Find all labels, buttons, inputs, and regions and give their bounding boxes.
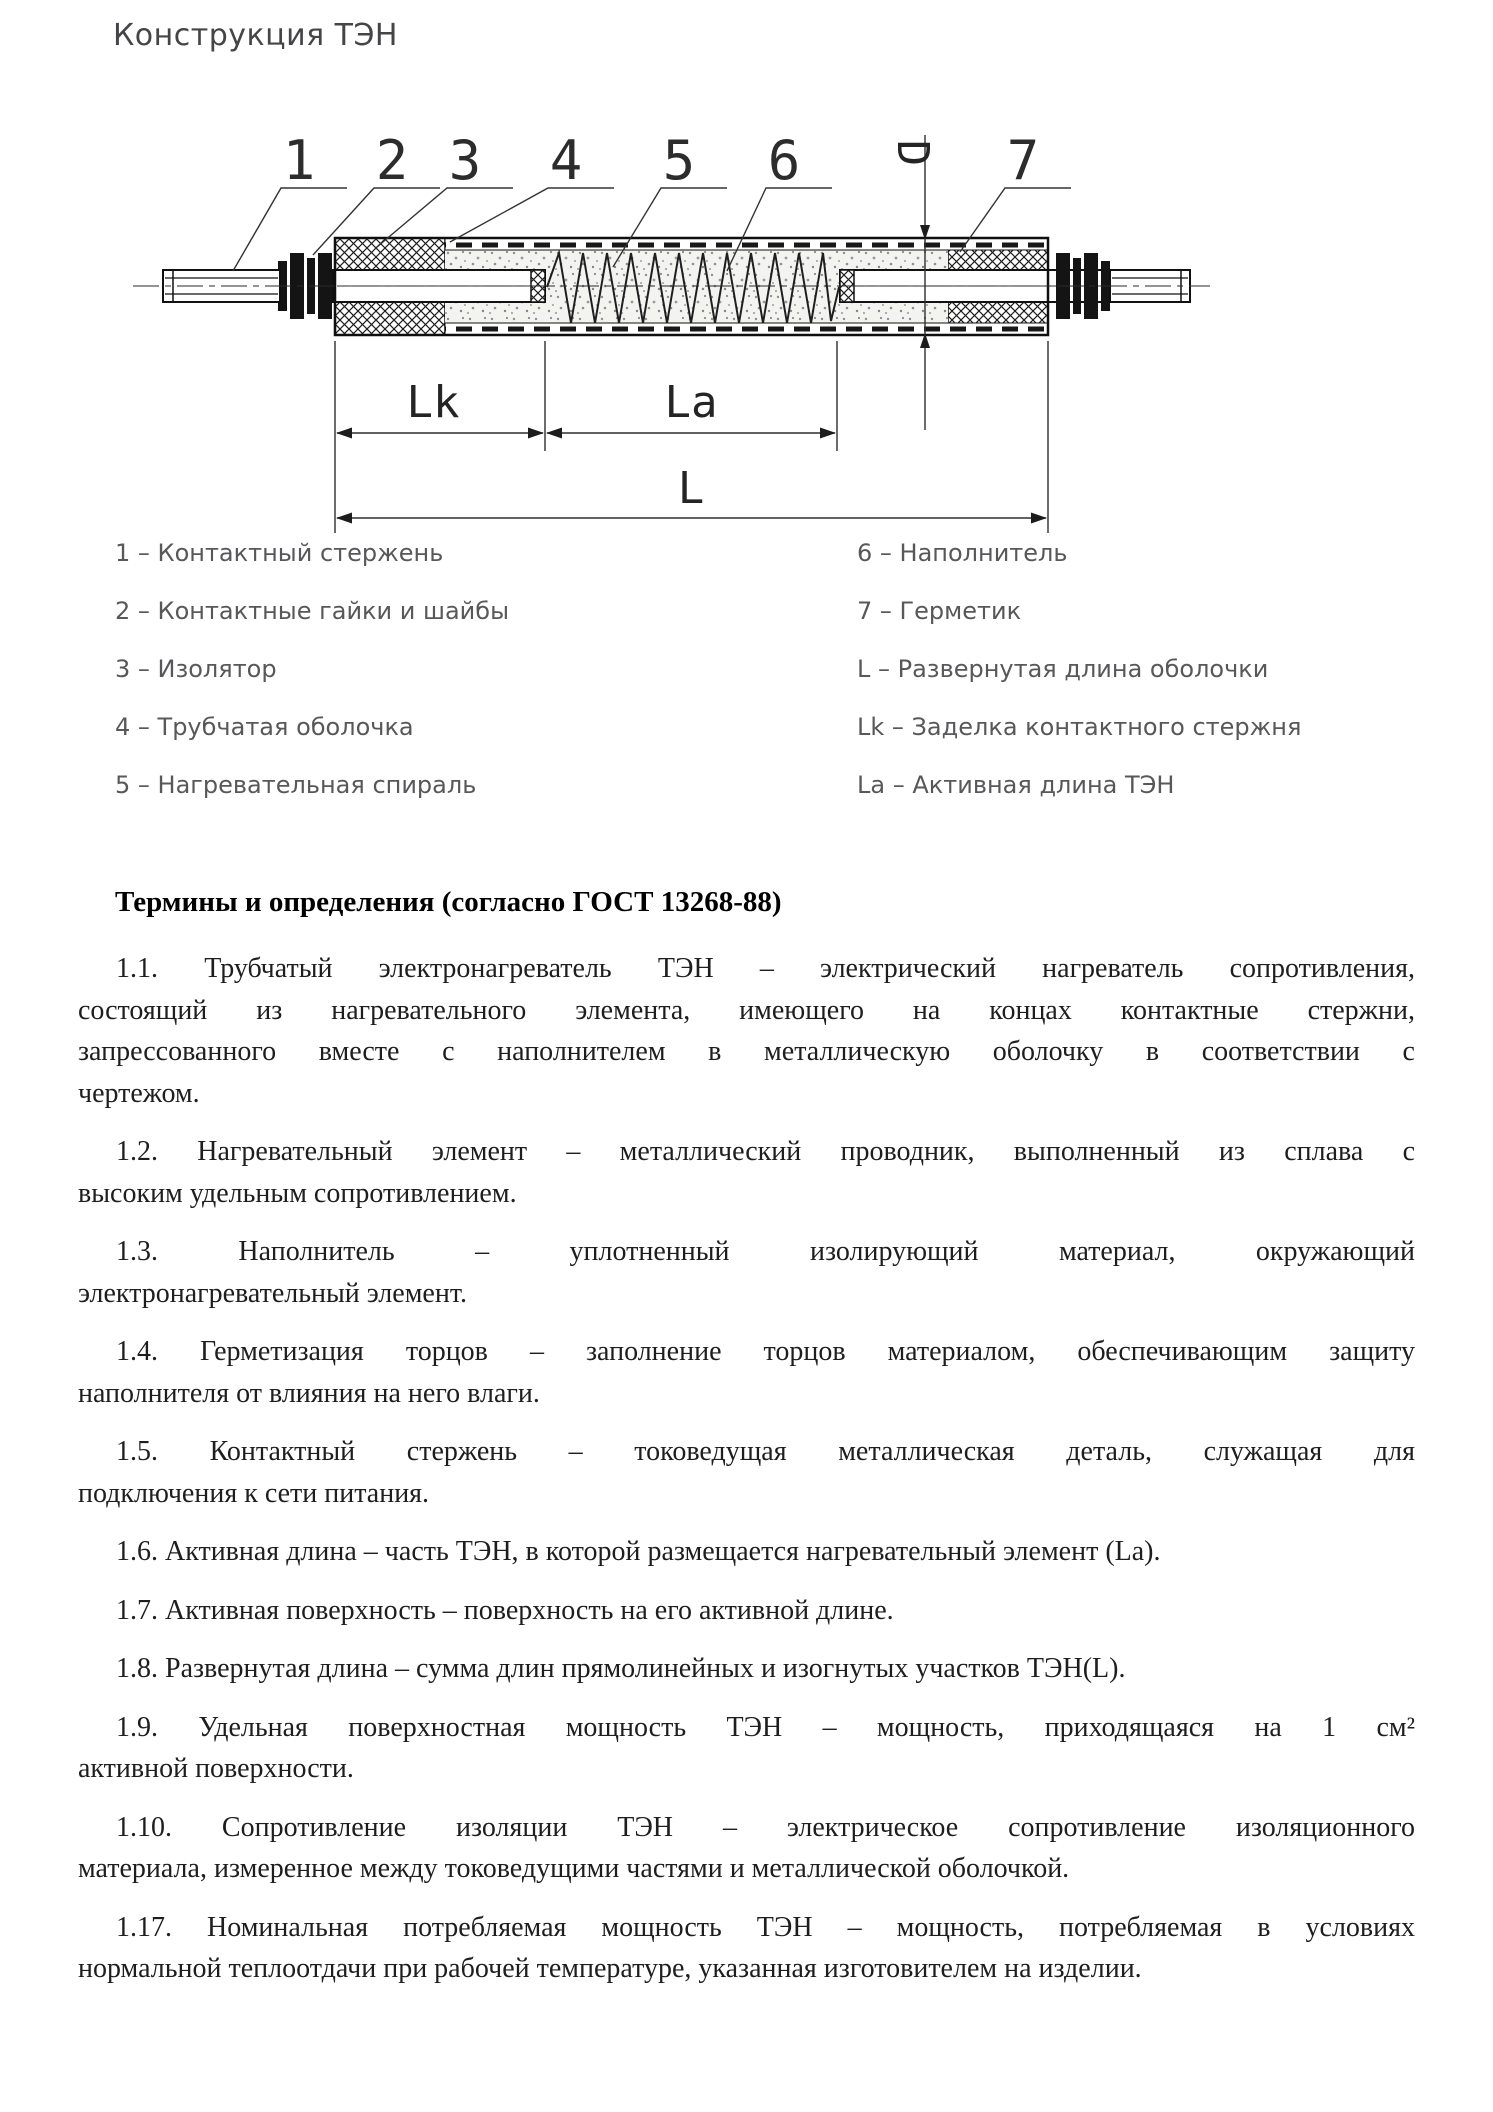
legend-item-6: 6 – Наполнитель [857, 539, 1068, 567]
term-line: 1.10. Сопротивление изоляции ТЭН – электрическое сопротивление изоляционного [116, 1811, 1415, 1843]
legend-item-3: 3 – Изолятор [115, 655, 277, 683]
callout-6: 6 [767, 129, 801, 192]
term-paragraph-1-1 [78, 948, 1415, 1114]
legend-item-7: 7 – Герметик [857, 597, 1022, 625]
legend-item-Lk: Lk – Заделка контактного стержня [857, 713, 1302, 741]
term-line: 1.4. Герметизация торцов – заполнение торцов материалом, обеспечивающим защиту [116, 1336, 1415, 1367]
term-line: 1.6. Активная длина – часть ТЭН, в которой размещается нагревательный элемент (La). [116, 1536, 1161, 1567]
dim-label-d: D [887, 139, 938, 167]
legend-item-L: L – Развернутая длина оболочки [857, 655, 1269, 683]
term-line: 1.8. Развернутая длина – сумма длин прямолинейных и изогнутых участков ТЭН(L). [116, 1653, 1126, 1684]
term-paragraph-1-9 [78, 1707, 1415, 1790]
terms-heading: Термины и определения (согласно ГОСТ 13268-88) [115, 886, 782, 918]
callout-2: 2 [375, 129, 409, 192]
term-line: 1.17. Номинальная потребляемая мощность ТЭН – мощность, потребляемая в условиях [116, 1911, 1415, 1943]
term-line: запрессованного вместе с наполнителем в металлическую оболочку в соответствии с [78, 1036, 1415, 1067]
term-line: высоким удельным сопротивлением. [78, 1177, 517, 1209]
legend-right-column [857, 524, 1301, 814]
legend-item-La: La – Активная длина ТЭН [857, 771, 1175, 799]
term-paragraph-1-4 [78, 1331, 1415, 1414]
term-line: чертежом. [78, 1077, 200, 1109]
tube-wall-bottom [445, 323, 1048, 335]
term-line: 1.3. Наполнитель – уплотненный изолирующий материал, окружающий [116, 1236, 1415, 1267]
callout-3: 3 [448, 129, 482, 192]
terms-body [78, 948, 1415, 2007]
term-paragraph-1-7 [78, 1590, 1415, 1632]
term-paragraph-1-17 [78, 1907, 1415, 1990]
legend-item-4: 4 – Трубчатая оболочка [115, 713, 414, 741]
term-line: активной поверхности. [78, 1753, 354, 1784]
dim-label-l: L [677, 463, 705, 514]
term-line: 1.2. Нагревательный элемент – металлический проводник, выполненный из сплава с [116, 1136, 1415, 1167]
page-title: Конструкция ТЭН [113, 18, 398, 53]
ten-drawing [115, 95, 1235, 555]
term-line: 1.7. Активная поверхность – поверхность на его активной длине. [116, 1594, 894, 1626]
callout-7: 7 [1006, 129, 1040, 192]
term-line: 1.1. Трубчатый электронагреватель ТЭН – электрический нагреватель сопротивления, [116, 953, 1415, 984]
term-paragraph-1-3 [78, 1231, 1415, 1314]
legend-item-5: 5 – Нагревательная спираль [115, 771, 477, 799]
term-paragraph-1-2 [78, 1131, 1415, 1214]
term-line: материала, измеренное между токоведущими частями и металлической оболочкой. [78, 1853, 1070, 1884]
tube-wall-top [445, 238, 1048, 250]
dim-label-lk: Lk [406, 377, 460, 428]
callout-5: 5 [662, 129, 696, 192]
term-line: состоящий из нагревательного элемента, имеющего на концах контактные стержни, [78, 994, 1415, 1026]
callout-1: 1 [282, 129, 316, 192]
construction-diagram [115, 95, 1235, 555]
term-paragraph-1-5 [78, 1431, 1415, 1514]
term-paragraph-1-6 [78, 1531, 1415, 1573]
legend-left-column [115, 524, 509, 814]
term-paragraph-1-10 [78, 1807, 1415, 1890]
legend-item-1: 1 – Контактный стержень [115, 539, 444, 567]
term-line: наполнителя от влияния на него влаги. [78, 1377, 540, 1409]
callout-4: 4 [549, 129, 583, 192]
term-line: электронагревательный элемент. [78, 1277, 467, 1309]
term-line: 1.5. Контактный стержень – токоведущая металлическая деталь, служащая для [116, 1436, 1415, 1467]
legend-item-2: 2 – Контактные гайки и шайбы [115, 597, 510, 625]
term-paragraph-1-8 [78, 1648, 1415, 1690]
term-line: нормальной теплоотдачи при рабочей температуре, указанная изготовителем на изделии. [78, 1953, 1142, 1984]
term-line: 1.9. Удельная поверхностная мощность ТЭН – мощность, приходящаяся на 1 см² [116, 1711, 1415, 1743]
dim-label-la: La [664, 377, 718, 428]
term-line: подключения к сети питания. [78, 1477, 430, 1509]
